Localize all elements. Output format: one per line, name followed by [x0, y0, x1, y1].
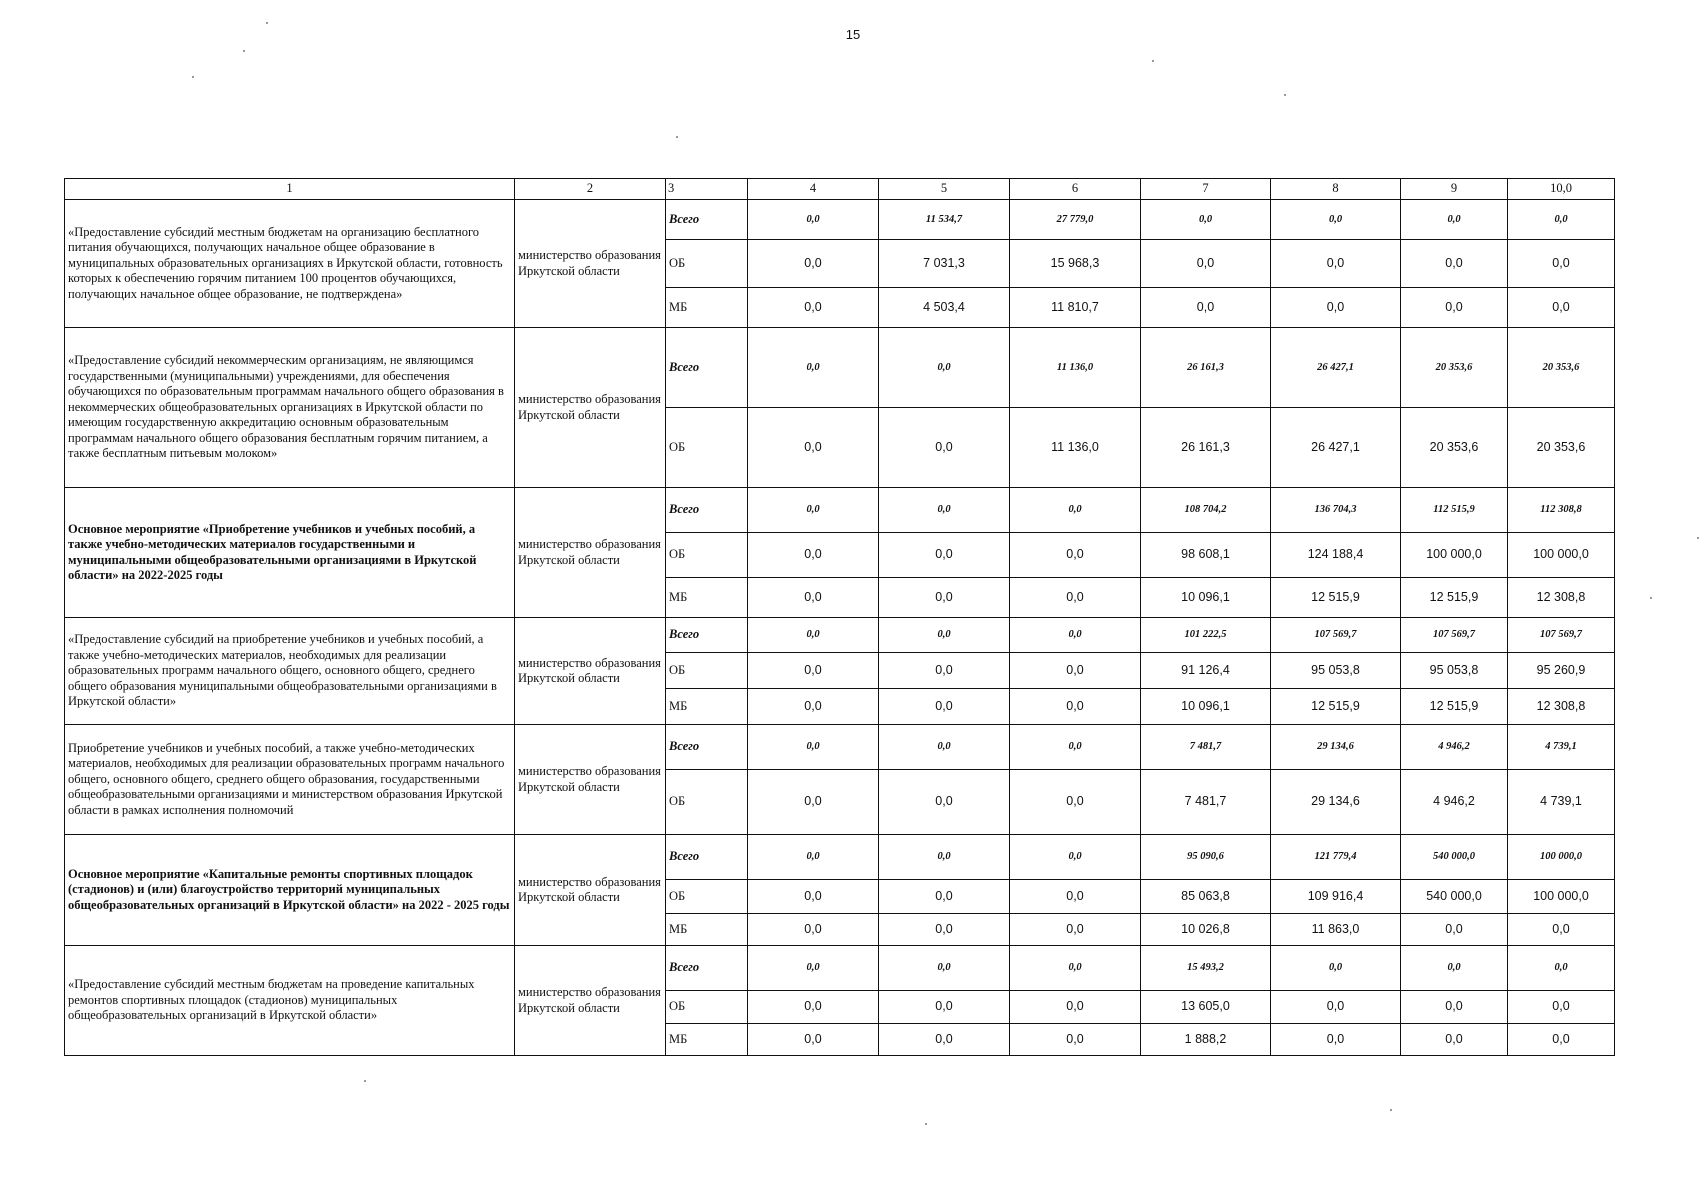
- scan-speck: [1152, 60, 1154, 62]
- value-cell: 4 739,1: [1508, 770, 1615, 835]
- funding-source: МБ: [666, 578, 748, 618]
- value-cell: 7 481,7: [1141, 770, 1271, 835]
- column-header: 10,0: [1508, 179, 1615, 200]
- funding-source: Всего: [666, 835, 748, 880]
- executor-cell: министерство образования Иркутской области: [515, 618, 666, 725]
- funding-source: МБ: [666, 689, 748, 725]
- funding-source: ОБ: [666, 770, 748, 835]
- value-cell: 4 946,2: [1401, 770, 1508, 835]
- value-cell: 20 353,6: [1401, 328, 1508, 408]
- funding-source: Всего: [666, 618, 748, 653]
- value-cell: 10 096,1: [1141, 689, 1271, 725]
- value-cell: 10 026,8: [1141, 914, 1271, 946]
- scan-speck: [266, 22, 268, 24]
- value-cell: 11 810,7: [1010, 288, 1141, 328]
- value-cell: 0,0: [1010, 1024, 1141, 1056]
- executor-cell: министерство образования Иркутской области: [515, 946, 666, 1056]
- measure-description: Основное мероприятие «Капитальные ремонты спортивных площадок (стадионов) и (или) благоустройство территорий муниципальных общеобразовательных организаций в Иркутской области» на 2022 - 2025 годы: [65, 835, 515, 946]
- scan-speck: [243, 50, 245, 52]
- value-cell: 112 308,8: [1508, 488, 1615, 533]
- value-cell: 26 161,3: [1141, 328, 1271, 408]
- value-cell: 13 605,0: [1141, 991, 1271, 1024]
- table-row: [65, 488, 1615, 533]
- measure-description: «Предоставление субсидий местным бюджетам на проведение капитальных ремонтов спортивных площадок (стадионов) муниципальных общеобразовательных организаций в Иркутской области»: [65, 946, 515, 1056]
- funding-source: МБ: [666, 914, 748, 946]
- value-cell: 0,0: [1271, 1024, 1401, 1056]
- scan-speck: [1650, 597, 1652, 599]
- scan-speck: [1390, 1109, 1392, 1111]
- value-cell: 85 063,8: [1141, 880, 1271, 914]
- page-number: 15: [845, 27, 861, 42]
- funding-source: Всего: [666, 200, 748, 240]
- executor-cell: министерство образования Иркутской области: [515, 488, 666, 618]
- measure-description: Основное мероприятие «Приобретение учебников и учебных пособий, а также учебно-методических материалов государственными и муниципальными общеобразовательными организациями в Иркутской области» на 2022-2025 годы: [65, 488, 515, 618]
- scan-speck: [1697, 537, 1699, 539]
- value-cell: 0,0: [879, 653, 1010, 689]
- value-cell: 0,0: [748, 1024, 879, 1056]
- funding-source: ОБ: [666, 533, 748, 578]
- value-cell: 0,0: [1010, 618, 1141, 653]
- executor-cell: министерство образования Иркутской области: [515, 328, 666, 488]
- value-cell: 0,0: [1141, 288, 1271, 328]
- funding-source: Всего: [666, 328, 748, 408]
- funding-source: ОБ: [666, 991, 748, 1024]
- value-cell: 26 161,3: [1141, 408, 1271, 488]
- value-cell: 0,0: [748, 914, 879, 946]
- value-cell: 0,0: [1010, 533, 1141, 578]
- funding-source: Всего: [666, 488, 748, 533]
- value-cell: 0,0: [1141, 200, 1271, 240]
- value-cell: 0,0: [1508, 1024, 1615, 1056]
- measure-description: «Предоставление субсидий местным бюджетам на организацию бесплатного питания обучающихся, получающих начальное общее образование в муниципальных образовательных организациях в Иркутской области, готовность которых к обеспечению горячим питанием 100 процентов обучающихся, получающих начальное общее образование, не подтверждена»: [65, 200, 515, 328]
- value-cell: 12 515,9: [1271, 689, 1401, 725]
- value-cell: 0,0: [1010, 946, 1141, 991]
- value-cell: 20 353,6: [1401, 408, 1508, 488]
- value-cell: 11 136,0: [1010, 328, 1141, 408]
- value-cell: 0,0: [748, 533, 879, 578]
- value-cell: 0,0: [1271, 288, 1401, 328]
- value-cell: 136 704,3: [1271, 488, 1401, 533]
- value-cell: 0,0: [1141, 240, 1271, 288]
- table-row: [65, 725, 1615, 770]
- value-cell: 15 493,2: [1141, 946, 1271, 991]
- value-cell: 0,0: [1401, 240, 1508, 288]
- value-cell: 29 134,6: [1271, 725, 1401, 770]
- value-cell: 10 096,1: [1141, 578, 1271, 618]
- value-cell: 95 090,6: [1141, 835, 1271, 880]
- value-cell: 0,0: [1401, 1024, 1508, 1056]
- column-header-row: [65, 179, 1615, 200]
- value-cell: 0,0: [879, 408, 1010, 488]
- table-row: [65, 835, 1615, 880]
- value-cell: 0,0: [879, 618, 1010, 653]
- funding-source: МБ: [666, 1024, 748, 1056]
- value-cell: 0,0: [748, 725, 879, 770]
- value-cell: 100 000,0: [1508, 835, 1615, 880]
- column-header: 8: [1271, 179, 1401, 200]
- value-cell: 540 000,0: [1401, 835, 1508, 880]
- value-cell: 0,0: [1508, 288, 1615, 328]
- value-cell: 0,0: [748, 618, 879, 653]
- table-row: [65, 946, 1615, 991]
- value-cell: 0,0: [1508, 914, 1615, 946]
- value-cell: 0,0: [748, 835, 879, 880]
- value-cell: 0,0: [1010, 578, 1141, 618]
- value-cell: 0,0: [1401, 914, 1508, 946]
- value-cell: 95 053,8: [1271, 653, 1401, 689]
- value-cell: 0,0: [1401, 991, 1508, 1024]
- value-cell: 0,0: [1401, 946, 1508, 991]
- value-cell: 0,0: [879, 533, 1010, 578]
- value-cell: 0,0: [1401, 200, 1508, 240]
- value-cell: 108 704,2: [1141, 488, 1271, 533]
- table-row: [65, 618, 1615, 653]
- value-cell: 0,0: [879, 578, 1010, 618]
- value-cell: 11 534,7: [879, 200, 1010, 240]
- scan-speck: [925, 1123, 927, 1125]
- value-cell: 124 188,4: [1271, 533, 1401, 578]
- executor-cell: министерство образования Иркутской области: [515, 725, 666, 835]
- value-cell: 100 000,0: [1508, 880, 1615, 914]
- value-cell: 0,0: [748, 770, 879, 835]
- value-cell: 0,0: [1010, 991, 1141, 1024]
- value-cell: 0,0: [1271, 200, 1401, 240]
- value-cell: 0,0: [1508, 991, 1615, 1024]
- scan-speck: [364, 1080, 366, 1082]
- value-cell: 0,0: [1010, 488, 1141, 533]
- value-cell: 0,0: [879, 770, 1010, 835]
- value-cell: 0,0: [1010, 725, 1141, 770]
- value-cell: 0,0: [1010, 770, 1141, 835]
- value-cell: 11 136,0: [1010, 408, 1141, 488]
- value-cell: 11 863,0: [1271, 914, 1401, 946]
- value-cell: 0,0: [748, 328, 879, 408]
- value-cell: 0,0: [1271, 240, 1401, 288]
- value-cell: 7 481,7: [1141, 725, 1271, 770]
- value-cell: 100 000,0: [1401, 533, 1508, 578]
- value-cell: 0,0: [748, 200, 879, 240]
- value-cell: 4 739,1: [1508, 725, 1615, 770]
- value-cell: 27 779,0: [1010, 200, 1141, 240]
- executor-cell: министерство образования Иркутской области: [515, 200, 666, 328]
- table-row: [65, 200, 1615, 240]
- value-cell: 101 222,5: [1141, 618, 1271, 653]
- value-cell: 0,0: [748, 689, 879, 725]
- value-cell: 12 515,9: [1401, 689, 1508, 725]
- scan-speck: [1284, 94, 1286, 96]
- value-cell: 0,0: [1010, 914, 1141, 946]
- value-cell: 0,0: [879, 991, 1010, 1024]
- column-header: 2: [515, 179, 666, 200]
- measure-description: «Предоставление субсидий некоммерческим организациям, не являющимся государственными (муниципальными) учреждениями, для обеспечения обучающихся по образовательным программам начального общего образования в некоммерческих общеобразовательных организациях в Иркутской области по имеющим государственную аккредитацию основным образовательным программам начального общего образования бесплатным горячим питанием, а также бесплатным питьевым молоком»: [65, 328, 515, 488]
- value-cell: 121 779,4: [1271, 835, 1401, 880]
- funding-source: МБ: [666, 288, 748, 328]
- value-cell: 12 515,9: [1401, 578, 1508, 618]
- value-cell: 26 427,1: [1271, 408, 1401, 488]
- value-cell: 91 126,4: [1141, 653, 1271, 689]
- value-cell: 0,0: [879, 835, 1010, 880]
- value-cell: 112 515,9: [1401, 488, 1508, 533]
- table-row: [65, 328, 1615, 408]
- value-cell: 20 353,6: [1508, 408, 1615, 488]
- value-cell: 100 000,0: [1508, 533, 1615, 578]
- column-header: 7: [1141, 179, 1271, 200]
- value-cell: 29 134,6: [1271, 770, 1401, 835]
- value-cell: 0,0: [1508, 946, 1615, 991]
- value-cell: 1 888,2: [1141, 1024, 1271, 1056]
- value-cell: 0,0: [1401, 288, 1508, 328]
- value-cell: 98 608,1: [1141, 533, 1271, 578]
- value-cell: 12 308,8: [1508, 578, 1615, 618]
- column-header: 3: [666, 179, 748, 200]
- value-cell: 26 427,1: [1271, 328, 1401, 408]
- value-cell: 0,0: [1508, 200, 1615, 240]
- value-cell: 15 968,3: [1010, 240, 1141, 288]
- funding-source: ОБ: [666, 408, 748, 488]
- value-cell: 109 916,4: [1271, 880, 1401, 914]
- value-cell: 95 053,8: [1401, 653, 1508, 689]
- value-cell: 0,0: [879, 1024, 1010, 1056]
- value-cell: 4 946,2: [1401, 725, 1508, 770]
- value-cell: 4 503,4: [879, 288, 1010, 328]
- value-cell: 0,0: [1010, 880, 1141, 914]
- column-header: 1: [65, 179, 515, 200]
- column-header: 4: [748, 179, 879, 200]
- funding-source: Всего: [666, 725, 748, 770]
- value-cell: 12 515,9: [1271, 578, 1401, 618]
- value-cell: 20 353,6: [1508, 328, 1615, 408]
- value-cell: 0,0: [748, 408, 879, 488]
- value-cell: 0,0: [748, 991, 879, 1024]
- value-cell: 0,0: [748, 488, 879, 533]
- value-cell: 107 569,7: [1401, 618, 1508, 653]
- value-cell: 0,0: [748, 653, 879, 689]
- column-header: 5: [879, 179, 1010, 200]
- value-cell: 0,0: [748, 880, 879, 914]
- value-cell: 0,0: [1508, 240, 1615, 288]
- measure-description: «Предоставление субсидий на приобретение учебников и учебных пособий, а также учебно-методических материалов, необходимых для реализации образовательных программ начального общего, основного общего, среднего общего образования муниципальными общеобразовательными организациями в Иркутской области»: [65, 618, 515, 725]
- value-cell: 540 000,0: [1401, 880, 1508, 914]
- measure-description: Приобретение учебников и учебных пособий, а также учебно-методических материалов, необходимых для реализации образовательных программ начального общего, основного общего, среднего общего образования, государственными общеобразовательными организациями и министерством образования Иркутской области в рамках исполнения полномочий: [65, 725, 515, 835]
- value-cell: 0,0: [1010, 689, 1141, 725]
- value-cell: 0,0: [1010, 653, 1141, 689]
- funding-source: ОБ: [666, 653, 748, 689]
- funding-source: ОБ: [666, 240, 748, 288]
- value-cell: 7 031,3: [879, 240, 1010, 288]
- value-cell: 107 569,7: [1508, 618, 1615, 653]
- value-cell: 0,0: [1271, 946, 1401, 991]
- budget-table: [64, 178, 1615, 1056]
- value-cell: 107 569,7: [1271, 618, 1401, 653]
- value-cell: 0,0: [879, 328, 1010, 408]
- scan-speck: [676, 136, 678, 138]
- column-header: 9: [1401, 179, 1508, 200]
- value-cell: 0,0: [879, 725, 1010, 770]
- value-cell: 0,0: [879, 689, 1010, 725]
- value-cell: 0,0: [748, 946, 879, 991]
- value-cell: 0,0: [1271, 991, 1401, 1024]
- value-cell: 0,0: [1010, 835, 1141, 880]
- value-cell: 0,0: [879, 914, 1010, 946]
- value-cell: 0,0: [748, 240, 879, 288]
- value-cell: 0,0: [879, 880, 1010, 914]
- value-cell: 0,0: [879, 946, 1010, 991]
- value-cell: 0,0: [748, 288, 879, 328]
- funding-source: Всего: [666, 946, 748, 991]
- value-cell: 95 260,9: [1508, 653, 1615, 689]
- column-header: 6: [1010, 179, 1141, 200]
- executor-cell: министерство образования Иркутской области: [515, 835, 666, 946]
- value-cell: 12 308,8: [1508, 689, 1615, 725]
- scan-speck: [192, 76, 194, 78]
- funding-source: ОБ: [666, 880, 748, 914]
- value-cell: 0,0: [748, 578, 879, 618]
- value-cell: 0,0: [879, 488, 1010, 533]
